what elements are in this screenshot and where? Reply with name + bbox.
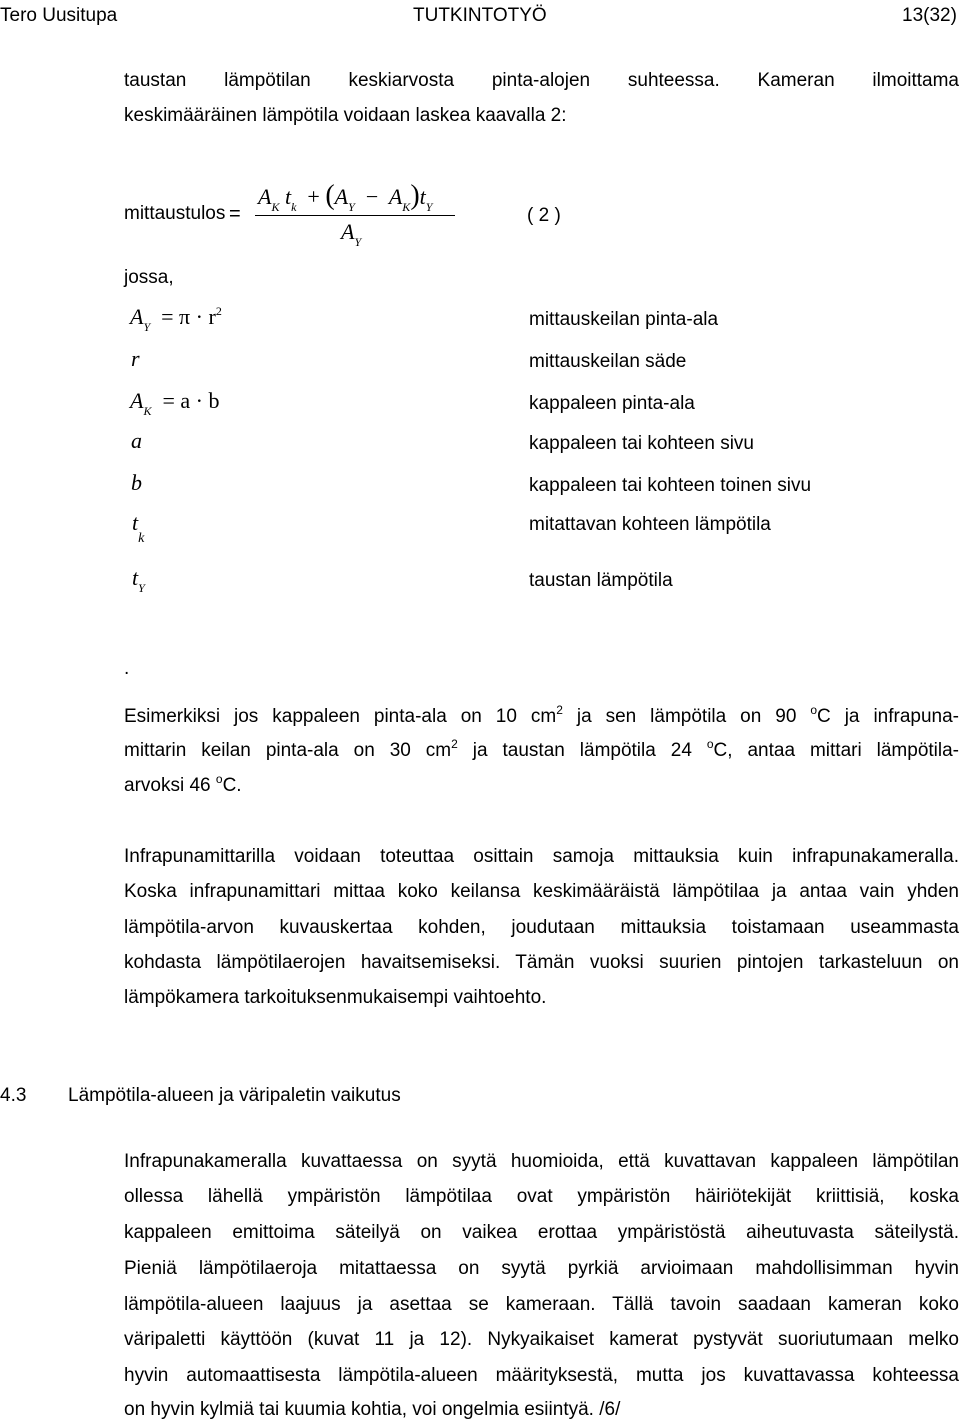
header-author: Tero Uusitupa xyxy=(0,5,118,26)
header-page-number: 13(32) xyxy=(902,5,957,26)
intro-line-2: keskimääräinen lämpötila voidaan laskea kaavalla 2: xyxy=(124,105,567,126)
paragraph-line: kohdasta lämpötilaerojen havaitsemiseksi. Tämän vuoksi suurien pintojen tarkasteluun on xyxy=(124,952,959,973)
paragraph-line: hyvin automaattisesta lämpötila-alueen määrityksestä, mutta jos kuvattavassa kohteessa xyxy=(124,1365,959,1386)
definition-description: kappaleen tai kohteen sivu xyxy=(529,433,754,454)
definition-description: taustan lämpötila xyxy=(529,570,673,591)
paragraph-line: Koska infrapunamittari mittaa koko keilansa keskimääräistä lämpötilaa ja antaa vain yhden xyxy=(124,881,959,902)
definition-description: mittauskeilan säde xyxy=(529,351,687,372)
paragraph-line: lämpökamera tarkoituksenmukaisempi vaihtoehto. xyxy=(124,987,547,1008)
definition-symbol: b xyxy=(131,470,142,495)
paragraph-line: Infrapunakameralla kuvattaessa on syytä huomioida, että kuvattavan kappaleen lämpötilan xyxy=(124,1151,959,1172)
definition-symbol: $t_k$ xyxy=(132,510,145,546)
formula-denominator: $A_Y$ xyxy=(341,219,362,249)
definition-symbol: $A_Y = \pi \cdot r^2$ xyxy=(130,304,222,334)
paragraph-line: on hyvin kylmiä tai kuumia kohtia, voi ongelmia esiintyä. /6/ xyxy=(124,1399,621,1420)
definition-description: kappaleen tai kohteen toinen sivu xyxy=(529,475,812,496)
section-title: Lämpötila-alueen ja väripaletin vaikutus xyxy=(68,1085,401,1106)
paragraph-line: lämpötila-arvon kuvauskertaa kohden, joudutaan mittauksia toistamaan useammasta xyxy=(124,917,959,938)
where-label: jossa, xyxy=(124,267,174,288)
paragraph-line: väripaletti käyttöön (kuvat 11 ja 12). Nykyaikaiset kamerat pystyvät suoriutumaan melko xyxy=(124,1329,959,1350)
paragraph-line: Infrapunamittarilla voidaan toteuttaa osittain samoja mittauksia kuin infrapunakameralla. xyxy=(124,846,959,867)
definition-symbol: a xyxy=(131,428,142,453)
definition-description: mittauskeilan pinta-ala xyxy=(529,309,719,330)
header-title: TUTKINTOTYÖ xyxy=(413,5,547,26)
definition-symbol: r xyxy=(131,346,140,371)
paragraph-line: Pieniä lämpötilaeroja mitattaessa on syytä pyrkiä arvioimaan mahdollisimman hyvin xyxy=(124,1258,959,1279)
example-line-2: mittarin keilan pinta-ala on 30 $cm^2$ ja taustan lämpötila 24 $^o$C, antaa mittari lämpötila- xyxy=(124,737,959,761)
paragraph-line: kappaleen emittoima säteilyä on vaikea erottaa ympäristöstä aiheutuvasta säteilystä. xyxy=(124,1222,959,1243)
fraction-line xyxy=(255,215,455,216)
definition-symbol: $t_Y$ xyxy=(132,565,145,595)
paragraph-line: lämpötila-alueen laajuus ja asettaa se kameraan. Tällä tavoin saadaan kameran koko xyxy=(124,1294,959,1315)
definition-description: kappaleen pinta-ala xyxy=(529,393,695,414)
stray-dot: . xyxy=(124,658,130,679)
example-line-3: arvoksi 46 $^o$C. xyxy=(124,772,242,796)
example-line-1: Esimerkiksi jos kappaleen pinta-ala on 10 $cm^2$ ja sen lämpötila on 90 $^o$C ja infrapuna- xyxy=(124,703,959,727)
paragraph-line: ollessa lähellä ympäristön lämpötilaa ovat ympäristön häiriötekijät kriittisiä, koska xyxy=(124,1186,959,1207)
formula-lhs-label: mittaustulos xyxy=(124,203,226,224)
formula-numerator: $A_K$ $t_k + (A_Y - A_K)t_Y$ xyxy=(258,180,433,214)
formula-number: ( 2 ) xyxy=(527,205,561,226)
formula-equals: = xyxy=(229,203,241,225)
definition-description: mitattavan kohteen lämpötila xyxy=(529,514,771,535)
section-number: 4.3 xyxy=(0,1085,27,1106)
definition-symbol: $A_K = a \cdot b$ xyxy=(130,388,220,418)
intro-line-1: taustan lämpötilan keskiarvosta pinta-alojen suhteessa. Kameran ilmoittama xyxy=(124,70,959,91)
